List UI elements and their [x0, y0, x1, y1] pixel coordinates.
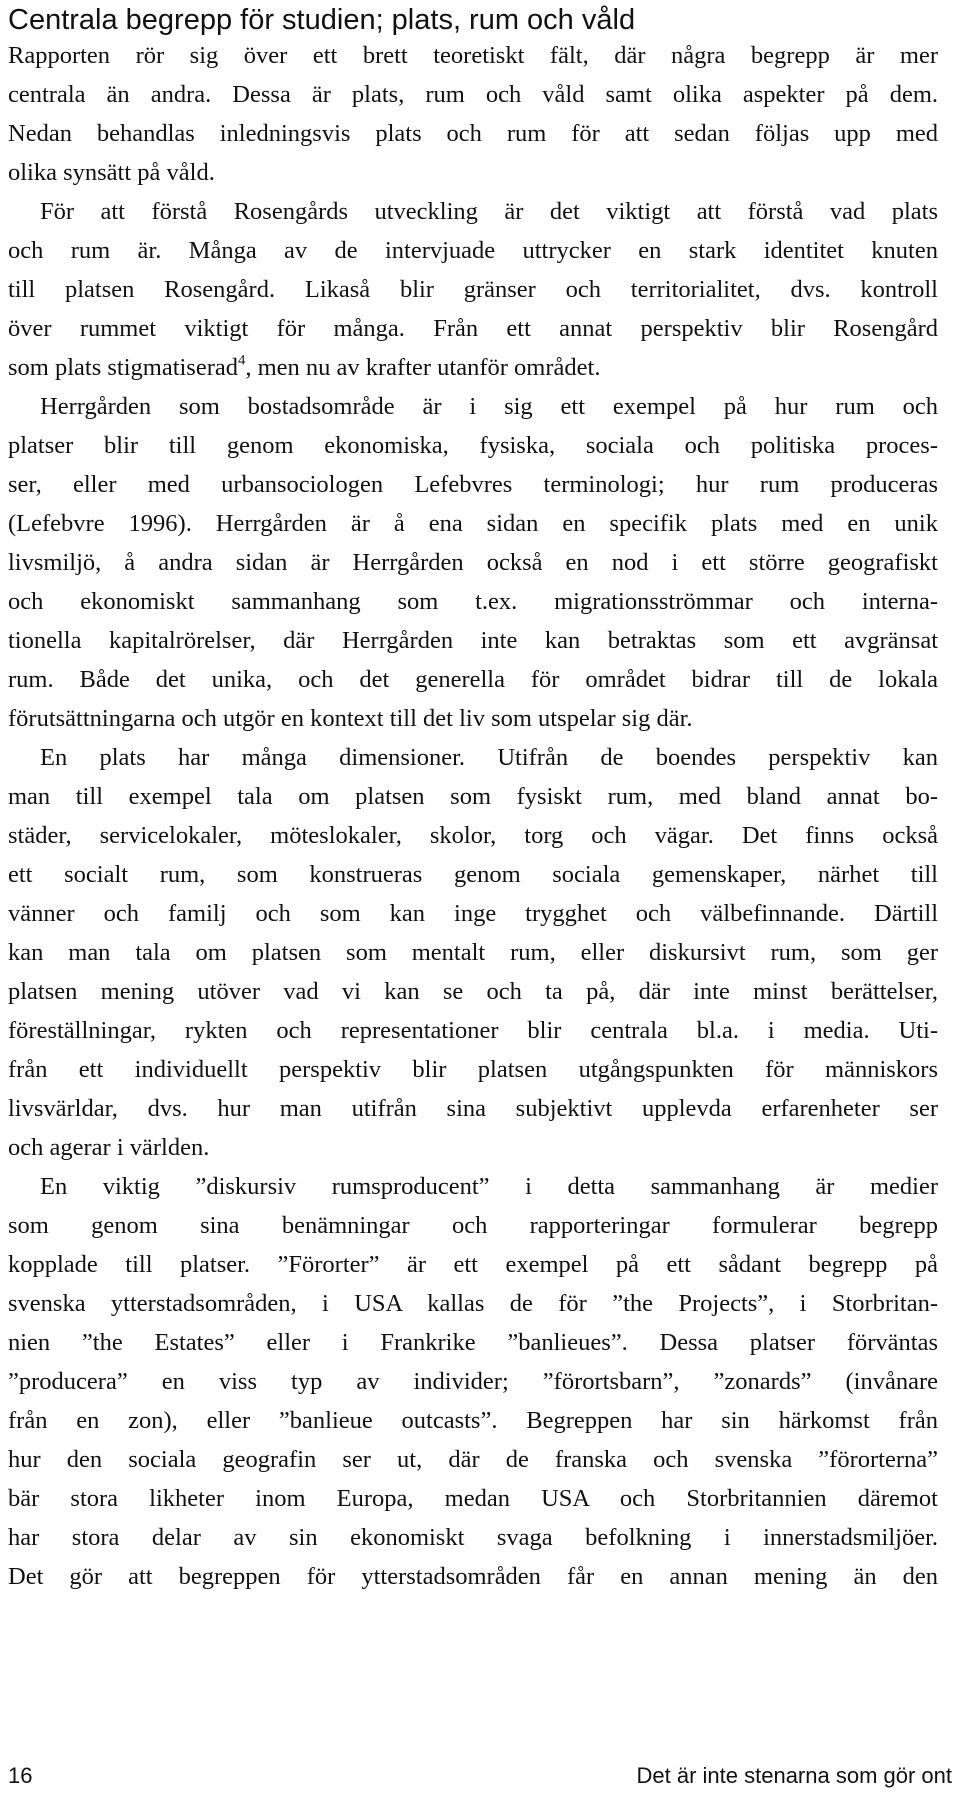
- text-line: från ett individuellt perspektiv blir platsen utgångspunkten för människors: [8, 1056, 938, 1083]
- text-line: som genom sina benämningar och rapporteringar formulerar begrepp: [8, 1212, 938, 1239]
- text-line: För att förstå Rosengårds utveckling är det viktigt att förstå vad plats: [40, 198, 938, 225]
- text-line: ”producera” en viss typ av individer; ”förortsbarn”, ”zonards” (invånare: [8, 1368, 938, 1395]
- text-line: man till exempel tala om platsen som fysiskt rum, med bland annat bo-: [8, 783, 938, 810]
- text-line: En viktig ”diskursiv rumsproducent” i detta sammanhang är medier: [40, 1173, 938, 1200]
- text-line: och agerar i världen.: [8, 1134, 210, 1161]
- text-line: platsen mening utöver vad vi kan se och ta på, där inte minst berättelser,: [8, 978, 938, 1005]
- section-heading: Centrala begrepp för studien; plats, rum och våld: [8, 4, 636, 36]
- text-fragment: , men nu av krafter utanför området.: [245, 354, 601, 381]
- text-line: och ekonomiskt sammanhang som t.ex. migrationsströmmar och interna-: [8, 588, 938, 615]
- text-line: och rum är. Många av de intervjuade uttrycker en stark identitet knuten: [8, 237, 938, 264]
- text-line: olika synsätt på våld.: [8, 159, 215, 186]
- text-line: centrala än andra. Dessa är plats, rum och våld samt olika aspekter på dem.: [8, 81, 938, 108]
- text-line: kan man tala om platsen som mentalt rum, eller diskursivt rum, som ger: [8, 939, 938, 966]
- text-line: ser, eller med urbansociologen Lefebvres terminologi; hur rum produceras: [8, 471, 938, 498]
- text-line: över rummet viktigt för många. Från ett annat perspektiv blir Rosengård: [8, 315, 938, 342]
- text-line: rum. Både det unika, och det generella för området bidrar till de lokala: [8, 666, 938, 693]
- text-line: hur den sociala geografin ser ut, där de franska och svenska ”förorterna”: [8, 1446, 938, 1473]
- text-line: har stora delar av sin ekonomiskt svaga befolkning i innerstadsmiljöer.: [8, 1524, 938, 1551]
- text-fragment: som plats stigmatiserad: [8, 354, 238, 381]
- text-line: kopplade till platser. ”Förorter” är ett exempel på ett sådant begrepp på: [8, 1251, 938, 1278]
- footnote-reference[interactable]: 4: [238, 352, 246, 369]
- text-line: föreställningar, rykten och representationer blir centrala bl.a. i media. Uti-: [8, 1017, 938, 1044]
- text-line: till platsen Rosengård. Likaså blir gränser och territorialitet, dvs. kontroll: [8, 276, 938, 303]
- text-line: bär stora likheter inom Europa, medan USA och Storbritannien däremot: [8, 1485, 938, 1512]
- text-line: Herrgården som bostadsområde är i sig ett exempel på hur rum och: [40, 393, 938, 420]
- text-line: livsvärldar, dvs. hur man utifrån sina subjektivt upplevda erfarenheter ser: [8, 1095, 938, 1122]
- text-line: tionella kapitalrörelser, där Herrgården inte kan betraktas som ett avgränsat: [8, 627, 938, 654]
- text-line: förutsättningarna och utgör en kontext till det liv som utspelar sig där.: [8, 705, 693, 732]
- text-line: Rapporten rör sig över ett brett teoretiskt fält, där några begrepp är mer: [8, 42, 938, 69]
- text-line: vänner och familj och som kan inge trygghet och välbefinnande. Därtill: [8, 900, 938, 927]
- text-line: (Lefebvre 1996). Herrgården är å ena sidan en specifik plats med en unik: [8, 510, 938, 537]
- text-line: svenska ytterstadsområden, i USA kallas de för ”the Projects”, i Storbritan-: [8, 1290, 938, 1317]
- running-footer-title: Det är inte stenarna som gör ont: [636, 1763, 952, 1788]
- text-line: Nedan behandlas inledningsvis plats och rum för att sedan följas upp med: [8, 120, 938, 147]
- text-line-with-footnote: [8, 348, 938, 388]
- text-line: ett socialt rum, som konstrueras genom sociala gemenskaper, närhet till: [8, 861, 938, 888]
- page-number: 16: [8, 1763, 33, 1788]
- text-line: En plats har många dimensioner. Utifrån de boendes perspektiv kan: [40, 744, 938, 771]
- text-line: nien ”the Estates” eller i Frankrike ”banlieues”. Dessa platser förväntas: [8, 1329, 938, 1356]
- text-line: städer, servicelokaler, möteslokaler, skolor, torg och vägar. Det finns också: [8, 822, 938, 849]
- text-line: från en zon), eller ”banlieue outcasts”. Begreppen har sin härkomst från: [8, 1407, 938, 1434]
- text-line: livsmiljö, å andra sidan är Herrgården också en nod i ett större geografiskt: [8, 549, 938, 576]
- text-line: Det gör att begreppen för ytterstadsområden får en annan mening än den: [8, 1563, 938, 1590]
- text-line: platser blir till genom ekonomiska, fysiska, sociala och politiska proces-: [8, 432, 938, 459]
